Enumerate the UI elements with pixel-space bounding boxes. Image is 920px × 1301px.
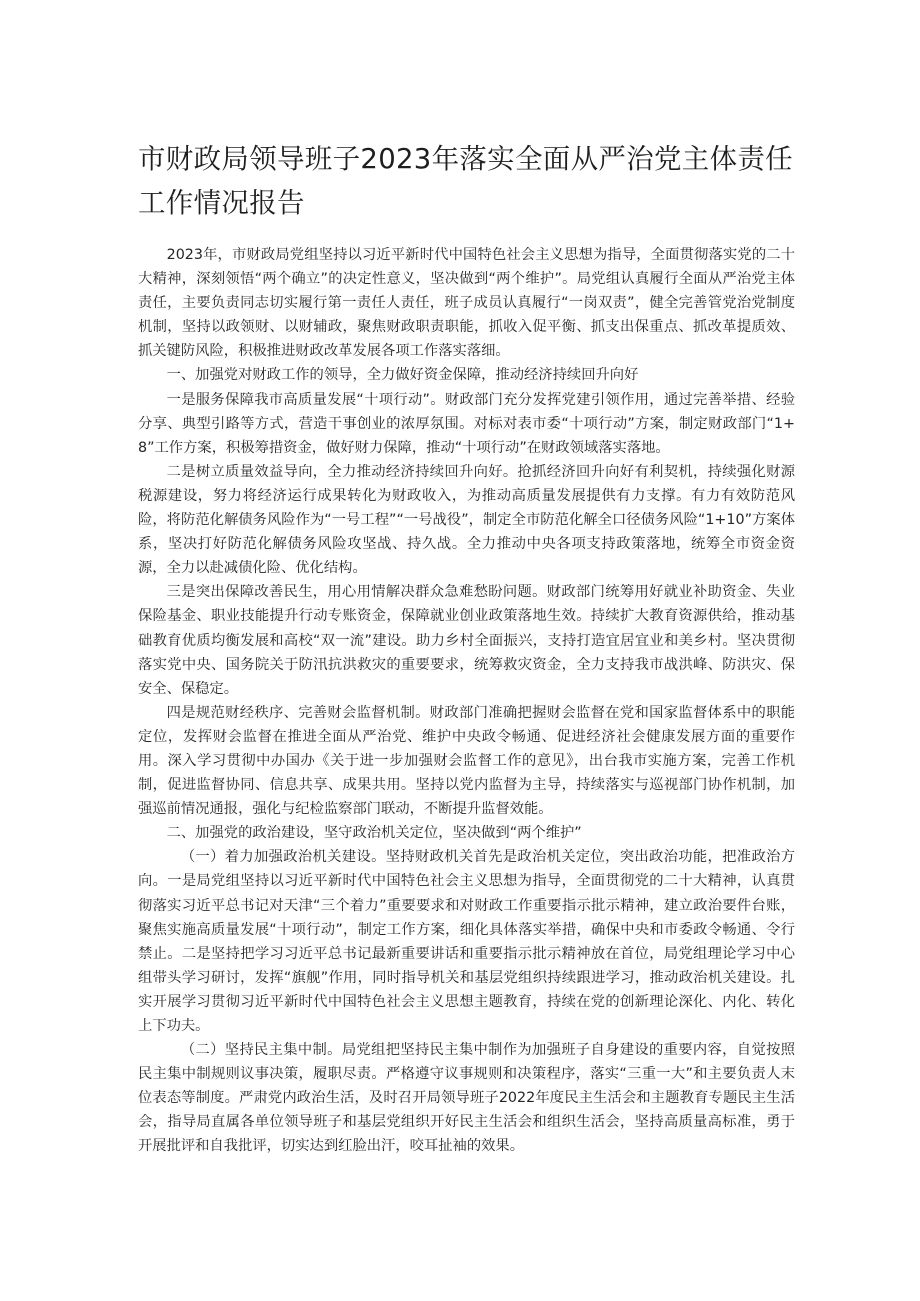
- body-paragraph: 四是规范财经秩序、完善财会监督机制。财政部门准确把握财会监督在党和国家监督体系中的职能定位，发挥财会监督在推进全面从严治党、维护中央政令畅通、促进经济社会健康发展方面的重要作用。深入学习贯彻中办国办《关于进一步加强财会监督工作的意见》，出台我市实施方案，完善工作机制，促进监督协同、信息共享、成果共用。坚持以党内监督为主导，持续落实与巡视部门协作机制，加强巡前情况通报，强化与纪检监察部门联动，不断提升监督效能。: [138, 704, 795, 818]
- document-body: [138, 243, 795, 1159]
- body-paragraph: 三是突出保障改善民生，用心用情解决群众急难愁盼问题。财政部门统筹用好就业补助资金、失业保险基金、职业技能提升行动专账资金，保障就业创业政策落地生效。持续扩大教育资源供给，推动基础教育优质均衡发展和高校“双一流”建设。助力乡村全面振兴，支持打造宜居宜业和美乡村。坚决贯彻落实党中央、国务院关于防汛抗洪救灾的重要要求，统筹救灾资金，全力支持我市战洪峰、防洪灾、保安全、保稳定。: [138, 584, 795, 697]
- intro-paragraph: 2023年，市财政局党组坚持以习近平新时代中国特色社会主义思想为指导，全面贯彻落实党的二十大精神，深刻领悟“两个确立”的决定性意义，坚决做到“两个维护”。局党组认真履行全面从严治党主体责任，主要负责同志切实履行第一责任人责任，班子成员认真履行“一岗双责”，健全完善管党治党制度机制，坚持以政领财、以财辅政，聚焦财政职责职能，抓收入促平衡、抓支出保重点、抓改革提质效、抓关键防风险，积极推进财政改革发展各项工作落实落细。: [138, 247, 795, 360]
- body-paragraph: （二）坚持民主集中制。局党组把坚持民主集中制作为加强班子自身建设的重要内容，自觉按照民主集中制规则议事决策，履职尽责。严格遵守议事规则和决策程序，落实“三重一大”和主要负责人末位表态等制度。严肃党内政治生活，及时召开局领导班子2022年度民主生活会和主题教育专题民主生活会，指导局直属各单位领导班子和基层党组织开好民主生活会和组织生活会，坚持高质量高标准，勇于开展批评和自我批评，切实达到红脸出汗，咬耳扯袖的效果。: [138, 1042, 795, 1155]
- title-block: [138, 137, 798, 225]
- section-heading-1: 一、加强党对财政工作的领导，全力做好资金保障，推动经济持续回升向好: [166, 367, 639, 384]
- body-paragraph: （一）着力加强政治机关建设。坚持财政机关首先是政治机关定位，突出政治功能，把准政治方向。一是局党组坚持以习近平新时代中国特色社会主义思想为指导，全面贯彻党的二十大精神，认真贯彻落实习近平总书记对天津“三个着力”重要要求和对财政工作重要指示批示精神，建立政治要件台账，聚焦实施高质量发展“十项行动”，制定工作方案，细化具体落实举措，确保中央和市委政令畅通、令行禁止。二是坚持把学习习近平总书记最新重要讲话和重要指示批示精神放在首位，局党组理论学习中心组带头学习研讨，发挥“旗舰”作用，同时指导机关和基层党组织持续跟进学习，推动政治机关建设。扎实开展学习贯彻习近平新时代中国特色社会主义思想主题教育，持续在党的创新理论深化、内化、转化上下功夫。: [138, 849, 795, 1034]
- document-title: 市财政局领导班子2023年落实全面从严治党主体责任工作情况报告: [138, 143, 793, 219]
- section-heading-2: 二、加强党的政治建设，坚守政治机关定位，坚决做到“两个维护”: [166, 825, 582, 842]
- body-paragraph: 一是服务保障我市高质量发展“十项行动”。财政部门充分发挥党建引领作用，通过完善举措、经验分享、典型引路等方式，营造干事创业的浓厚氛围。对标对表市委“十项行动”方案，制定财政部门“1+8”工作方案，积极筹措资金，做好财力保障，推动“十项行动”在财政领域落实落地。: [138, 391, 795, 456]
- body-paragraph: 二是树立质量效益导向，全力推动经济持续回升向好。抢抓经济回升向好有利契机，持续强化财源税源建设，努力将经济运行成果转化为财政收入，为推动高质量发展提供有力支撑。有力有效防范风险，将防范化解债务风险作为“一号工程”“一号战役”，制定全市防范化解全口径债务风险“1+10”方案体系，坚决打好防范化解债务风险攻坚战、持久战。全力推动中央各项支持政策落地，统筹全市资金资源，全力以赴减债化险、优化结构。: [138, 463, 795, 577]
